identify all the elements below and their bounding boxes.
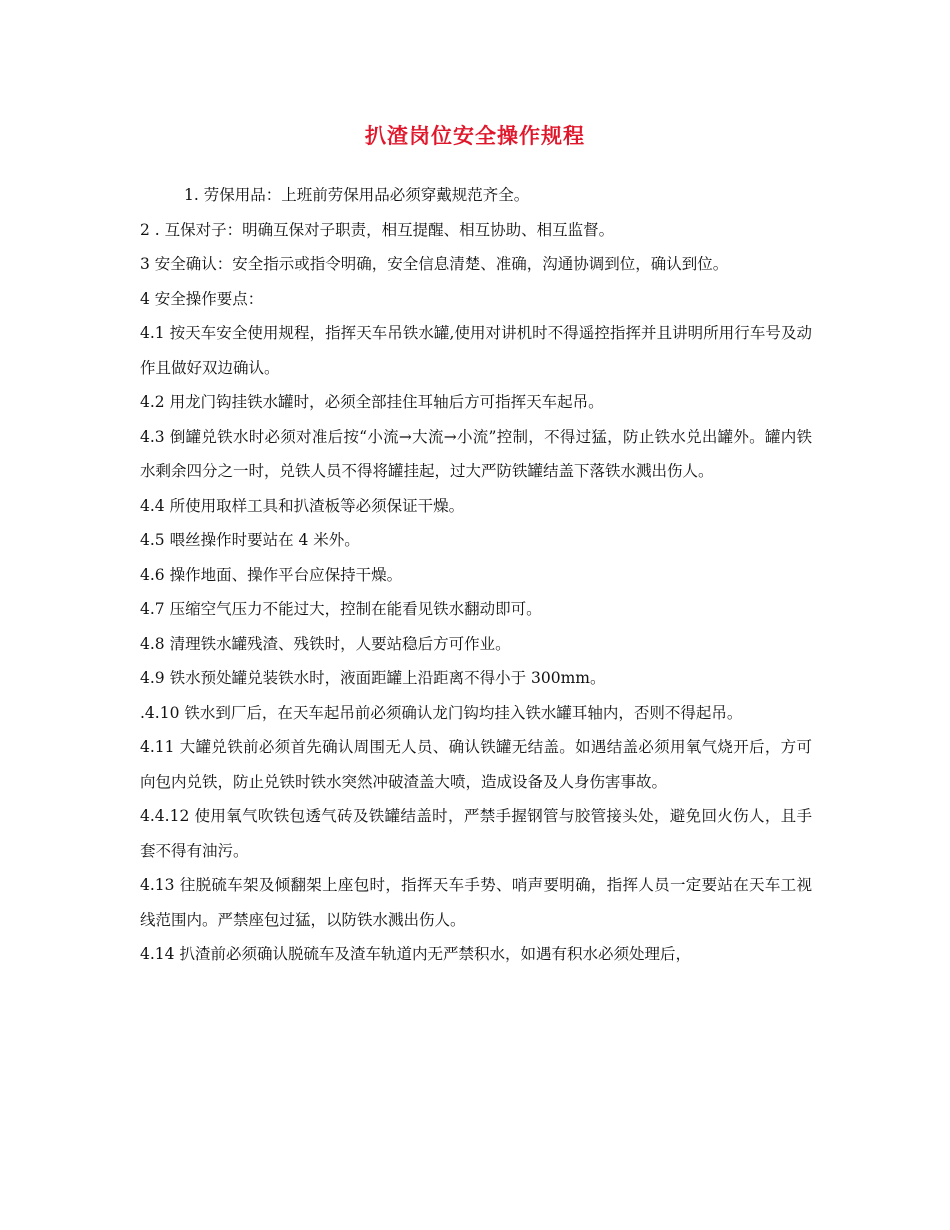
paragraph-4-14: 4.14 扒渣前必须确认脱硫车及渣车轨道内无严禁积水，如遇有积水必须处理后， <box>140 945 691 963</box>
document-body <box>140 178 812 972</box>
paragraph-4-12: 4.4.12 使用氧气吹铁包透气砖及铁罐结盖时，严禁手握钢管与胶管接头处，避免回火伤人，且手套不得有油污。 <box>140 807 812 860</box>
paragraph-4-2: 4.2 用龙门钩挂铁水罐时，必须全部挂住耳轴后方可指挥天车起吊。 <box>140 393 604 411</box>
paragraph-4-9: 4.9 铁水预处罐兑装铁水时，液面距罐上沿距离不得小于 300mm。 <box>140 669 606 687</box>
paragraph-safety-confirmation: 3 安全确认：安全指示或指令明确，安全信息清楚、准确，沟通协调到位，确认到位。 <box>140 255 729 273</box>
paragraph-4-7: 4.7 压缩空气压力不能过大，控制在能看见铁水翻动即可。 <box>140 600 542 618</box>
paragraph-4-6: 4.6 操作地面、操作平台应保持干燥。 <box>140 565 403 584</box>
paragraph-4-11: 4.11 大罐兑铁前必须首先确认周围无人员、确认铁罐无结盖。如遇结盖必须用氧气烧开后，方可向包内兑铁，防止兑铁时铁水突然冲破渣盖大喷，造成设备及人身伤害事故。 <box>140 738 812 791</box>
paragraph-4-8: 4.8 清理铁水罐残渣、残铁时，人要站稳后方可作业。 <box>140 634 511 653</box>
document-title: 扒渣岗位安全操作规程 <box>365 123 585 148</box>
paragraph-4-4: 4.4 所使用取样工具和扒渣板等必须保证干燥。 <box>140 496 465 515</box>
paragraph-4-13: 4.13 往脱硫车架及倾翻架上座包时，指挥天车手势、哨声要明确，指挥人员一定要站在天车工视线范围内。严禁座包过猛，以防铁水溅出伤人。 <box>140 876 812 929</box>
paragraph-ppe: 1. 劳保用品：上班前劳保用品必须穿戴规范齐全。 <box>184 186 530 204</box>
paragraph-mutual-protection: 2 . 互保对子：明确互保对子职责，相互提醒、相互协助、相互监督。 <box>140 220 615 239</box>
paragraph-safety-operation-heading: 4 安全操作要点： <box>140 289 264 308</box>
paragraph-4-10: .4.10 铁水到厂后，在天车起吊前必须确认龙门钩均挂入铁水罐耳轴内，否则不得起吊。 <box>140 703 743 722</box>
paragraph-4-1: 4.1 按天车安全使用规程，指挥天车吊铁水罐,使用对讲机时不得遥控指挥并且讲明所用行车号及动作且做好双边确认。 <box>140 324 812 377</box>
paragraph-4-3: 4.3 倒罐兑铁水时必须对准后按“小流→大流→小流”控制，不得过猛，防止铁水兑出罐外。罐内铁水剩余四分之一时，兑铁人员不得将罐挂起，过大严防铁罐结盖下落铁水溅出伤人。 <box>140 427 812 480</box>
paragraph-4-5: 4.5 喂丝操作时要站在 4 米外。 <box>140 531 360 549</box>
